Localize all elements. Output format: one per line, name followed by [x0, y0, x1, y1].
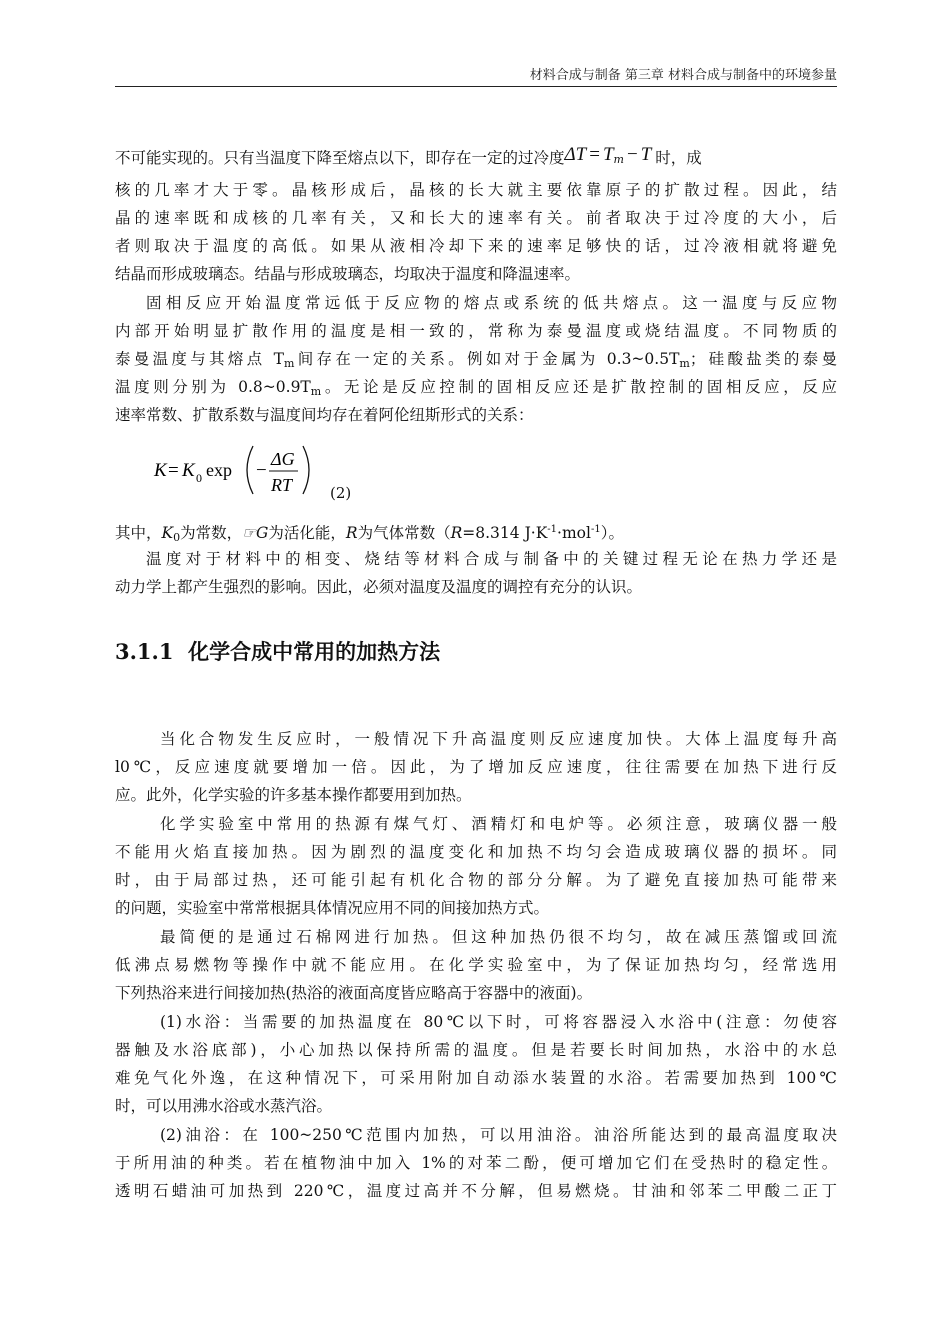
para2-line5: 速率常数、扩散系数与温度间均存在着阿伦纽斯形式的关系： — [115, 406, 534, 424]
formula-exp: exp — [206, 460, 232, 480]
para8-line1: (2)油浴：在 100~250℃范围内加热，可以用油浴。油浴所能达到的最高温度取决 — [160, 1126, 837, 1144]
para7-line2: 器触及水浴底部)，小心加热以保持所需的温度。但是若要长时间加热，水浴中的水总 — [115, 1041, 837, 1059]
para5-line3: 时，由于局部过热，还可能引起有机化合物的部分分解。为了避免直接加热可能带来 — [115, 871, 837, 889]
where-g: ☞G — [242, 524, 269, 542]
para5-line4: 的问题，实验室中常常根据具体情况应用不同的间接加热方式。 — [115, 899, 550, 917]
running-header: 材料合成与制备 第三章 材料合成与制备中的环境参量 — [529, 68, 837, 83]
where-k0-sub: 0 — [173, 531, 181, 544]
where-b: 为常数， — [180, 524, 243, 542]
where-d: 为气体常数（ — [357, 524, 451, 542]
para5-line2: 不能用火焰直接加热。因为剧烈的温度变化和加热不均匀会造成玻璃仪器的损坏。同 — [115, 843, 837, 861]
where-g-end: ）。 — [600, 524, 624, 542]
delta-t-symbol: ΔT — [564, 144, 587, 165]
tm-symbol: T — [602, 144, 614, 165]
para2-line4-b: 。无论是反应控制的固相反应还是扩散控制的固相反应，反应 — [321, 378, 837, 396]
where-k0: K — [161, 524, 174, 542]
section-title: 化学合成中常用的加热方法 — [188, 639, 441, 664]
where-sup2: -1 — [590, 524, 601, 535]
equation-number: (2) — [330, 484, 352, 502]
where-line — [115, 519, 837, 549]
undercooling-formula — [565, 140, 652, 175]
para7-line3: 难免气化外逸，在这种情况下，可采用附加自动添水装置的水浴。若需要加热到 100℃ — [115, 1069, 837, 1087]
para3-line2: 动力学上都产生强烈的影响。因此，必须对温度及温度的调控有充分的认识。 — [115, 578, 643, 596]
para1-line5: 结晶而形成玻璃态。结晶与形成玻璃态，均取决于温度和降温速率。 — [115, 265, 581, 283]
header-rule — [115, 86, 837, 87]
right-paren — [303, 446, 309, 494]
section-number: 3.1.1 — [115, 639, 174, 664]
formula-minus: − — [256, 460, 267, 481]
where-r: R — [345, 524, 358, 542]
para8-line2: 于所用油的种类。若在植物油中加入 1%的对苯二酚，便可增加它们在受热时的稳定性。 — [115, 1154, 837, 1172]
where-a: 其中， — [115, 524, 162, 542]
para7-line1: (1)水浴：当需要的加热温度在 80℃以下时，可将容器浸入水浴中(注意：勿使容 — [160, 1013, 837, 1031]
tm-sub-2: m — [679, 357, 690, 370]
para2-line3-c: ；硅酸盐类的泰曼 — [689, 350, 837, 368]
para2-line3-b: 间存在一定的关系。例如对于金属为 0.3~0.5T — [294, 350, 680, 368]
para4-line2: l0℃，反应速度就要增加一倍。因此，为了增加反应速度，往往需要在加热下进行反 — [115, 758, 837, 776]
formula-k0: K — [182, 460, 195, 481]
tm-sub-1: m — [283, 357, 295, 370]
para4-line3: 应。此外，化学实验的许多基本操作都要用到加热。 — [115, 786, 472, 804]
para1-line1-end: 时，成 — [655, 149, 702, 167]
minus-sign: − — [626, 144, 638, 165]
where-e: =8.314 J·K — [462, 524, 548, 542]
formula-k0-sub: 0 — [196, 471, 202, 485]
para6-line1: 最简便的是通过石棉网进行加热。但这种加热仍很不均匀，故在减压蒸馏或回流 — [160, 928, 837, 946]
para1-line1 — [115, 140, 837, 170]
para2-line1: 固相反应开始温度常远低于反应物的熔点或系统的低共熔点。这一温度与反应物 — [146, 294, 837, 312]
tm-subscript: m — [613, 153, 624, 166]
where-f: ·mol — [557, 524, 591, 542]
formula-eq: = — [168, 460, 179, 481]
para6-line3: 下列热浴来进行间接加热(热浴的液面高度皆应略高于容器中的液面)。 — [115, 984, 593, 1002]
formula-k: K — [154, 460, 167, 481]
para2-line3 — [115, 348, 837, 375]
para1-line2: 核的几率才大于零。晶核形成后，晶核的长大就主要依靠原子的扩散过程。因此，结 — [115, 181, 837, 199]
where-r2: R — [450, 524, 463, 542]
t-symbol: T — [640, 144, 652, 165]
para8-line3: 透明石蜡油可加热到 220℃，温度过高并不分解，但易燃烧。甘油和邻苯二甲酸二正丁 — [115, 1182, 837, 1200]
para3-line1: 温度对于材料中的相变、烧结等材料合成与制备中的关键过程无论在热力学还是 — [146, 550, 837, 568]
left-paren — [247, 446, 253, 494]
para7-line4: 时，可以用沸水浴或水蒸汽浴。 — [115, 1097, 333, 1115]
para5-line1: 化学实验室中常用的热源有煤气灯、酒精灯和电炉等。必须注意，玻璃仪器一般 — [160, 815, 837, 833]
formula-numerator: ΔG — [271, 449, 295, 469]
para1-line4: 者则取决于温度的高低。如果从液相冷却下来的速率足够快的话，过冷液相就将避免 — [115, 237, 837, 255]
para2-line2: 内部开始明显扩散作用的温度是相一致的，常称为泰曼温度或烧结温度。不同物质的 — [115, 322, 837, 340]
para6-line2: 低沸点易燃物等操作中就不能应用。在化学实验室中，为了保证加热均匀，经常选用 — [115, 956, 837, 974]
tm-sub-3: m — [310, 385, 322, 398]
where-c: 为活化能， — [268, 524, 346, 542]
eq-sign: = — [589, 144, 600, 165]
para2-line4 — [115, 376, 837, 403]
para4-line1: 当化合物发生反应时，一般情况下升高温度则反应速度加快。大体上温度每升高 — [160, 730, 837, 748]
para2-line4-a: 温度则分别为 0.8~0.9T — [115, 378, 311, 396]
para2-line3-a: 泰曼温度与其熔点 T — [115, 350, 284, 368]
para1-line3: 晶的速率既和成核的几率有关，又和长大的速率有关。前者取决于过冷度的大小，后 — [115, 209, 837, 227]
section-heading — [115, 638, 440, 666]
formula-denominator: RT — [271, 475, 293, 495]
para1-line1-text: 不可能实现的。只有当温度下降至熔点以下，即存在一定的过冷度 — [115, 149, 565, 167]
where-sup1: -1 — [547, 524, 558, 535]
